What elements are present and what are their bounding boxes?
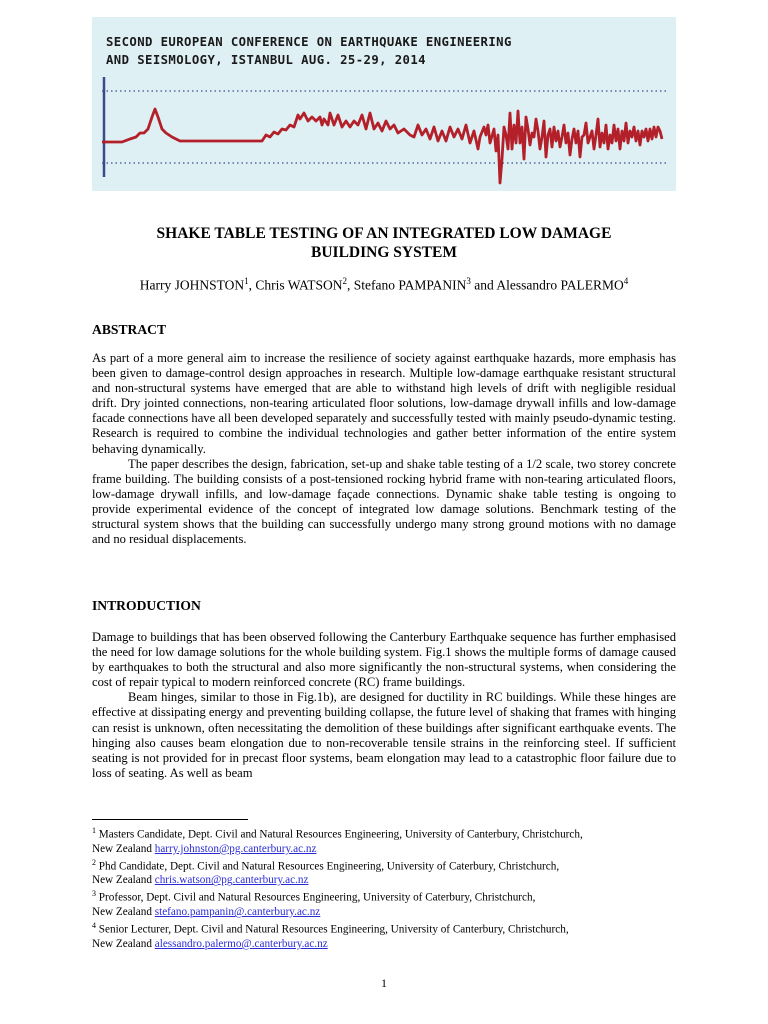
paper-title-line1: SHAKE TABLE TESTING OF AN INTEGRATED LOW DAMAGE: [156, 225, 612, 242]
author-name: Alessandro PALERMO: [496, 277, 624, 293]
abstract-paragraph-1: As part of a more general aim to increase the resilience of society against earthquake hazards, more emphasis has been given to damage-control design approaches in research. Multiple low-damage earthquake resistant structural and non-structural systems have emerged that are able to withstand high levels of drift with negligible residual drift. Dry jointed connections, non-tearing articulated floor solutions, low-damage drywall infills and low-damage facade connections have all been developed separately and successfully tested with mainly pseudo-dynamic testing. Research is required to combine the individual technologies and gather better information of the entire system behaving dynamically.: [92, 351, 676, 456]
footnote-1: [92, 824, 676, 856]
footnote-mark: 3: [92, 889, 96, 899]
abstract-heading: ABSTRACT: [92, 322, 167, 337]
introduction-paragraph-2: Beam hinges, similar to those in Fig.1b), are designed for ductility in RC buildings. While these hinges are effective at dissipating energy and preventing building collapse, the future level of shaking that frames with hinging can resist is unknown, often necessitating the demolition of these buildings after significant earthquake events. The hinging also causes beam elongation due to non-recoverable tensile strains in the reinforcing steel. If sufficient seating is not provided for in precast floor systems, beam elongation may lead to a catastrophic floor failure due to loss of seating. As well as beam: [92, 690, 676, 780]
footnote-email-link[interactable]: stefano.pampanin@.canterbury.ac.nz: [154, 906, 321, 919]
author-mark: 4: [623, 276, 629, 286]
author-list: [92, 276, 676, 294]
footnotes: [92, 824, 676, 951]
footnote-email-link[interactable]: chris.watson@pg.canterbury.ac.nz: [154, 874, 309, 887]
footnote-email-link[interactable]: harry.johnston@pg.canterbury.ac.nz: [154, 842, 317, 855]
footnote-mark: 1: [92, 826, 96, 835]
conference-title: [106, 33, 512, 69]
footnote-text: Professor, Dept. Civil and Natural Resources Engineering, University of Caterbury, Christchurch,: [98, 892, 536, 905]
footnote-country: New Zealand: [92, 906, 155, 919]
author-name: Stefano PAMPANIN: [353, 277, 467, 293]
author-separator: ,: [346, 277, 354, 293]
author-name: Harry JOHNSTON: [139, 277, 245, 293]
paper-title-line2: BUILDING SYSTEM: [311, 244, 457, 261]
author-mark: 2: [342, 276, 347, 286]
abstract-body: [92, 351, 676, 547]
author-mark: 1: [244, 276, 249, 286]
footnote-text: Phd Candidate, Dept. Civil and Natural Resources Engineering, University of Caterbury, Christchurch,: [98, 860, 560, 873]
paper-title: [92, 224, 676, 262]
seismic-trace: [102, 109, 662, 183]
author-separator: and: [470, 277, 497, 293]
introduction-heading: INTRODUCTION: [92, 598, 201, 613]
author-mark: 3: [466, 276, 471, 286]
abstract-paragraph-2: The paper describes the design, fabrication, set-up and shake table testing of a 1/2 scale, two storey concrete frame building. The building consists of a post-tensioned rocking hybrid frame with non-tearing articulated floors, low-damage drywall infills, and low-damage façade connections. Dynamic shake table testing is ongoing to provide experimental evidence of the concept of integrated low damage solutions. Benchmark testing of the structural system shows that the building can successfully undergo many strong ground motions with no damage and no residual displacements.: [92, 456, 676, 547]
footnote-country: New Zealand: [92, 937, 155, 950]
page-number: 1: [381, 976, 387, 990]
footnote-3: [92, 887, 676, 919]
conference-title-line1: SECOND EUROPEAN CONFERENCE ON EARTHQUAKE ENGINEERING: [106, 35, 512, 49]
footnote-country: New Zealand: [92, 842, 155, 855]
footnote-4: [92, 919, 676, 951]
introduction-body: [92, 630, 676, 781]
footnote-2: [92, 856, 676, 888]
author-separator: ,: [248, 277, 256, 293]
footnote-separator: [92, 819, 248, 820]
footnote-mark: 4: [92, 921, 96, 931]
conference-title-line2: AND SEISMOLOGY, ISTANBUL AUG. 25-29, 2014: [106, 53, 426, 67]
introduction-paragraph-1: Damage to buildings that has been observed following the Canterbury Earthquake sequence has further emphasised the need for low damage solutions for the whole building system. Fig.1 shows the multiple forms of damage caused by earthquakes to both the structural and also more significantly the non-structural systems, when considering the cost of repair typical to modern reinforced concrete (RC) frame buildings.: [92, 630, 676, 690]
author-name: Chris WATSON: [255, 277, 343, 293]
footnote-country: New Zealand: [92, 874, 155, 887]
footnote-text: Senior Lecturer, Dept. Civil and Natural Resources Engineering, University of Canterbury, Christchurch,: [98, 923, 569, 936]
footnote-text: Masters Candidate, Dept. Civil and Natural Resources Engineering, University of Canterbury, Christchurch,: [98, 828, 583, 841]
conference-banner: [92, 17, 676, 191]
footnote-email-link[interactable]: alessandro.palermo@.canterbury.ac.nz: [154, 937, 328, 950]
footnote-mark: 2: [92, 857, 96, 867]
